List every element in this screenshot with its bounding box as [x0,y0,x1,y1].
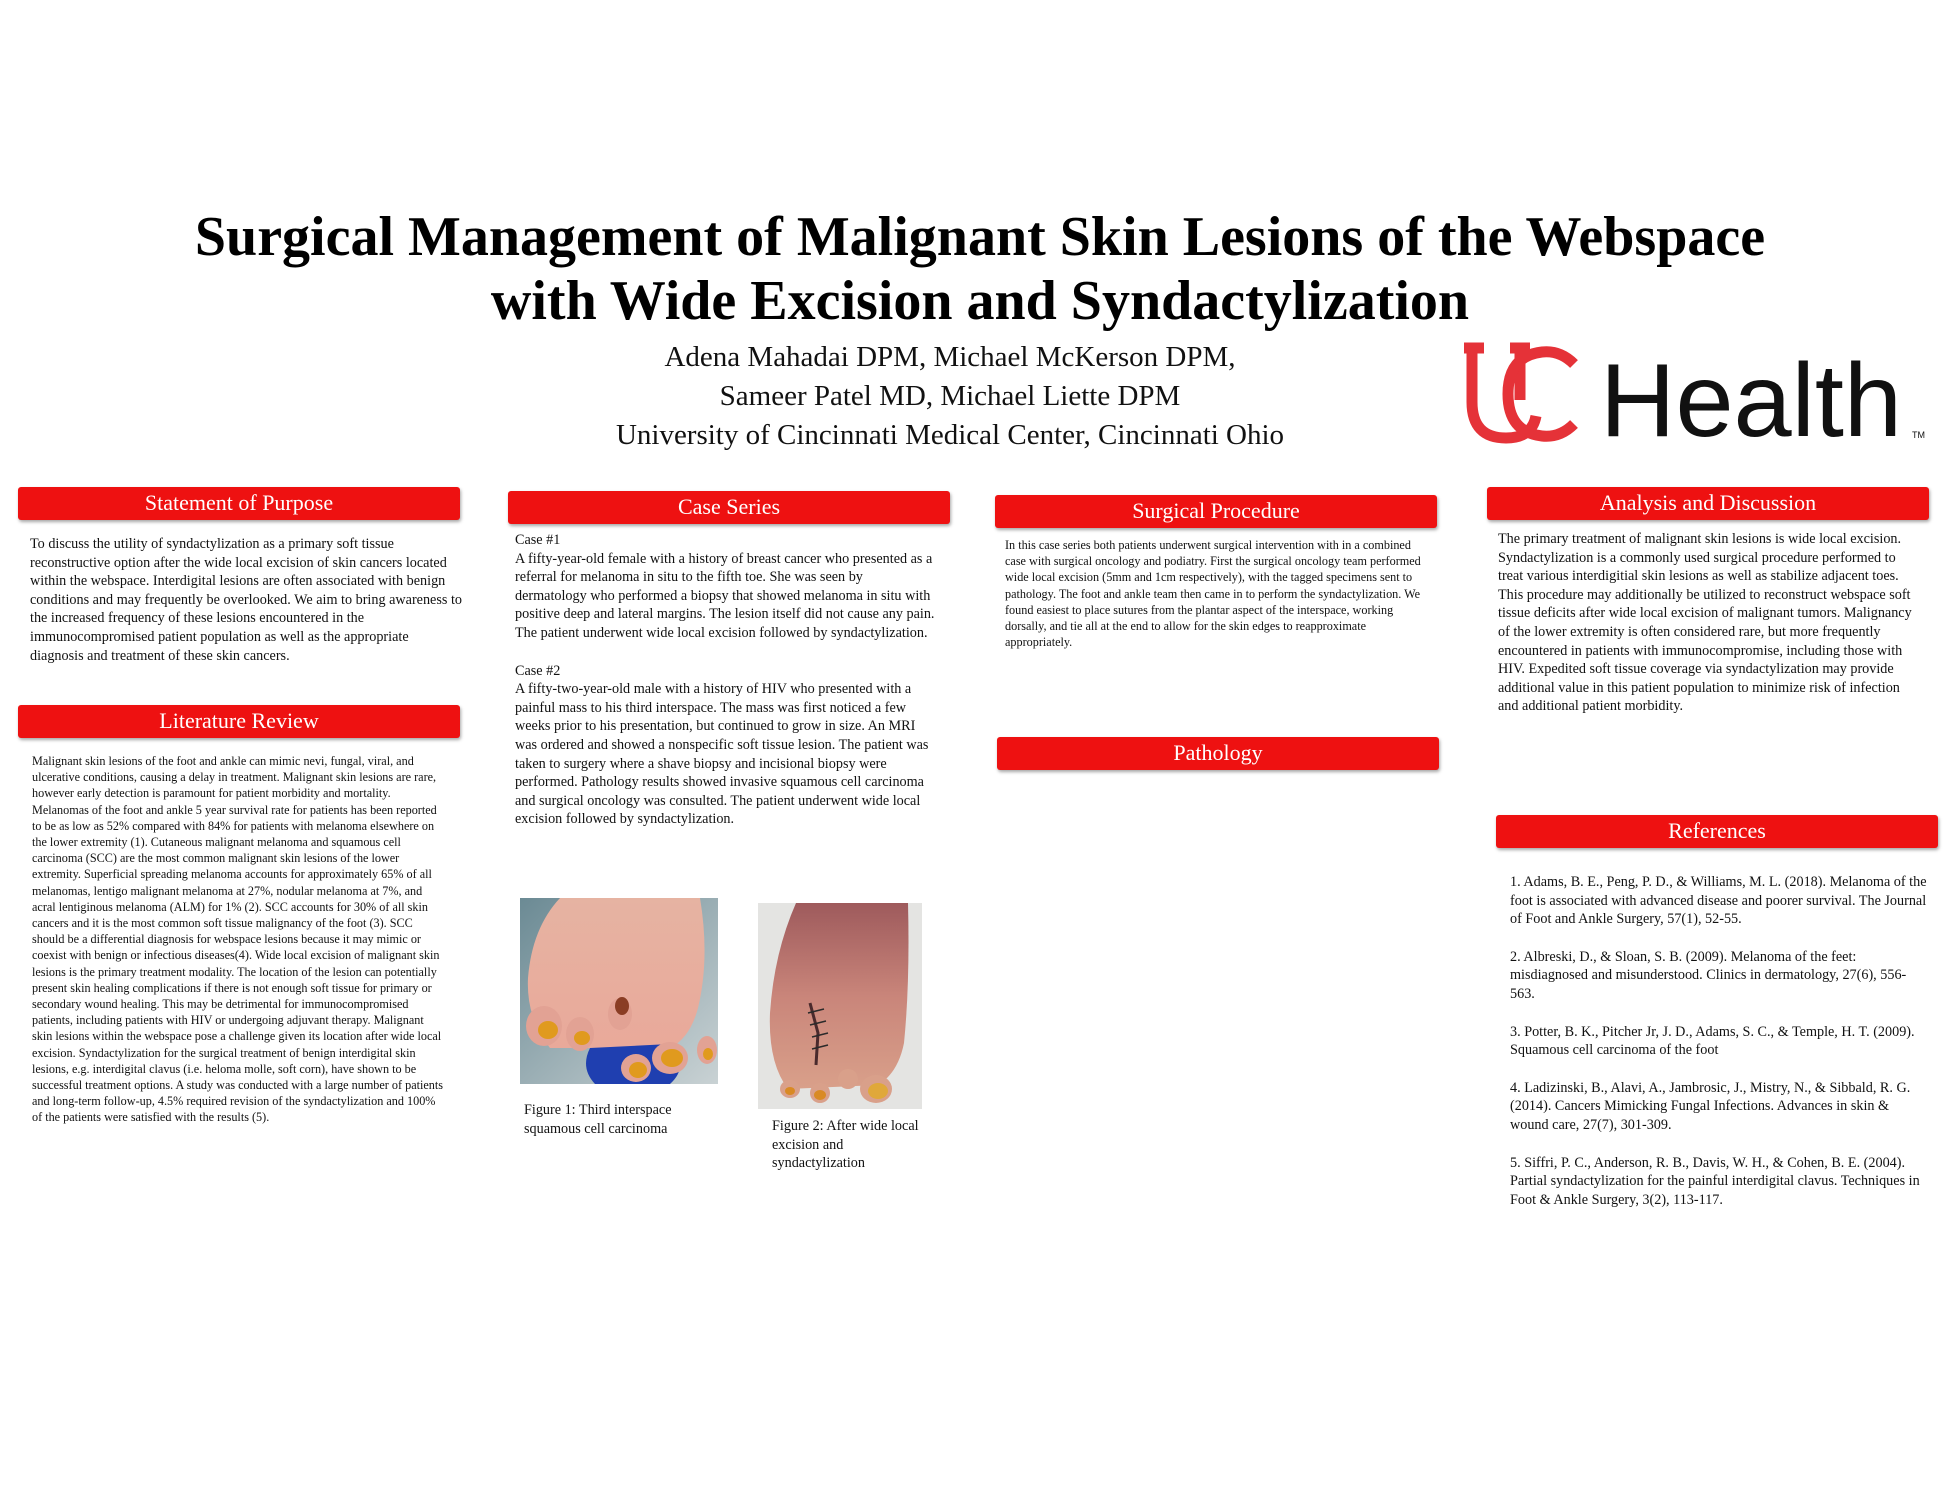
case-1-text: A fifty-year-old female with a history of breast cancer who presented as a referral for melanoma in situ to the fifth toe. She was seen by dermatology who performed a biopsy that showed melanoma in situ with positive deep and lateral margins. The lesion itself did not cause any pain. The patient underwent wide local excision followed by syndactylization. [515,550,935,641]
section-header-references: References [1496,815,1938,848]
literature-text: Malignant skin lesions of the foot and ankle can mimic nevi, fungal, viral, and ulcerative conditions, causing a delay in treatment. Malignant skin lesions are rare, however early detection is paramount for patient morbidity and mortality. Melanomas of the foot and ankle 5 year survival rate for patients has been reported to be as low as 52% compared with 84% for patients with melanoma elsewhere on the lower extremity (1). Cutaneous malignant melanoma and squamous cell carcinoma (SCC) are the most common malignant skin lesions of the lower extremity. Superficial spreading melanoma accounts for approximately 65% of all melanomas, lentigo malignant melanoma at 27%, nodular melanoma at 7%, and acral lentiginous melanoma (ALM) for 1% (2). SCC accounts for 30% of all skin cancers and it is the most common soft tissue malignancy of the foot (3). SCC should be a differential diagnosis for webspace lesions because it may mimic or coexist with benign or infectious diseases(4). Wide local excision of malignant skin lesions is the primary treatment modality. The location of the lesion can potentially present skin healing complications if there is not enough soft tissue for primary or secondary wound healing. This may be detrimental for immunocompromised patients, including patients with HIV or undergoing adjuvant therapy. Malignant skin lesions within the webspace pose a challenge given its location after wide local excision. Syndactylization for the surgical treatment of benign interdigital skin lesions, e.g. interdigital clavus (i.e. heloma molle, soft corn), have shown to be successful treatment options. A study was conducted with a large number of patients and long-term follow-up, 4.5% required revision of the syndactylization and 100% of the patients were satisfied with the results (5). [32,754,444,1125]
reference-item: 5. Siffri, P. C., Anderson, R. B., Davis, W. H., & Cohen, B. E. (2004). Partial syndactylization for the painful interdigital clavus. Techniques in Foot & Ankle Surgery, 3(2), 113-117. [1510,1154,1920,1208]
uc-mark-icon [1464,348,1574,438]
authors-line-2: Sameer Patel MD, Michael Liette DPM [719,380,1181,412]
reference-item: 4. Ladizinski, B., Alavi, A., Jambrosic, J., Mistry, N., & Sibbald, R. G. (2014). Cancers Mimicking Fungal Infections. Advances in skin & wound care, 27(7), 301-309. [1510,1079,1911,1133]
section-header-surgical-procedure: Surgical Procedure [995,495,1437,528]
reference-item: 1. Adams, B. E., Peng, P. D., & Williams, M. L. (2018). Melanoma of the foot is associated with advanced disease and poorer survival. The Journal of Foot and Ankle Surgery, 57(1), 52-55. [1510,874,1927,928]
title-line-1: Surgical Management of Malignant Skin Lesions of the Webspace [194,206,1766,268]
case-2-label: Case #2 [515,662,561,679]
figure-1-caption: Figure 1: Third interspace squamous cell carcinoma [524,1102,672,1137]
authors-line-1: Adena Mahadai DPM, Michael McKerson DPM, [664,341,1236,373]
uc-health-logo [1462,340,1927,452]
figure-2-caption: Figure 2: After wide local excision and syndactylization [772,1118,919,1172]
section-header-purpose: Statement of Purpose [18,487,460,520]
purpose-text: To discuss the utility of syndactylization as a primary soft tissue reconstructive option after the wide local excision of skin cancers located within the webspace. Interdigital lesions are often associated with benign conditions and may frequently be overlooked. We aim to bring awareness to the increased frequency of these lesions encountered in the immunocompromised patient population as well as the appropriate diagnosis and treatment of these skin cancers. [30,536,462,664]
figure-2-photo [758,903,922,1109]
section-header-literature: Literature Review [18,705,460,738]
analysis-text: The primary treatment of malignant skin lesions is wide local excision. Syndactylization is a commonly used surgical procedure performed to treat various interdigitial skin lesions as well as stabilize adjacent toes. This procedure may additionally be utilized to reconstruct webspace soft tissue deficits after wide local excision of malignant tumors. Malignancy of the lower extremity is often considered rare, but more frequently encountered in patients with immunocompromise, including those with HIV. Expedited soft tissue coverage via syndactylization may provide additional value in this patient population to minimize risk of infection and additional patient morbidity. [1498,531,1912,715]
author-block [500,338,1400,455]
case-series-text [515,531,935,829]
affiliation: University of Cincinnati Medical Center, Cincinnati Ohio [615,419,1285,451]
case-1-label: Case #1 [515,532,561,548]
title-line-2: with Wide Excision and Syndactylization [490,270,1470,332]
section-header-pathology: Pathology [997,737,1439,770]
poster-title [40,205,1920,333]
reference-item: 2. Albreski, D., & Sloan, S. B. (2009). Melanoma of the feet: misdiagnosed and misunderstood. Clinics in dermatology, 27(6), 556-563. [1510,948,1907,1002]
logo-trademark: TM [1912,430,1925,440]
reference-item: 3. Potter, B. K., Pitcher Jr, J. D., Adams, S. C., & Temple, H. T. (2009). Squamous cell carcinoma of the foot [1510,1023,1915,1059]
case-2-text: A fifty-two-year-old male with a history of HIV who presented with a painful mass to his third interspace. The mass was first noticed a few weeks prior to his presentation, but continued to grow in size. An MRI was ordered and showed a nonspecific soft tissue lesion. The patient was taken to surgery where a shave biopsy and incisional biopsy were performed. Pathology results showed invasive squamous cell carcinoma and surgical oncology was consulted. The patient underwent wide local excision followed by syndactylization. [515,681,929,828]
section-header-analysis: Analysis and Discussion [1487,487,1929,520]
references-list [1510,873,1928,1228]
logo-wordmark: Health [1600,343,1902,452]
section-header-case-series: Case Series [508,491,950,524]
surgical-procedure-text: In this case series both patients underwent surgical intervention with in a combined case with surgical oncology and podiatry. First the surgical oncology team performed wide local excision (5mm and 1cm respectively), with the tagged specimens sent to pathology. The foot and ankle team then came in to perform the syndactylization. We found easiest to place sutures from the plantar aspect of the interspace, working dorsally, and tie all at the end to allow for the skin edges to reapproximate appropriately. [1005,538,1421,650]
figure-1-photo [520,898,718,1084]
